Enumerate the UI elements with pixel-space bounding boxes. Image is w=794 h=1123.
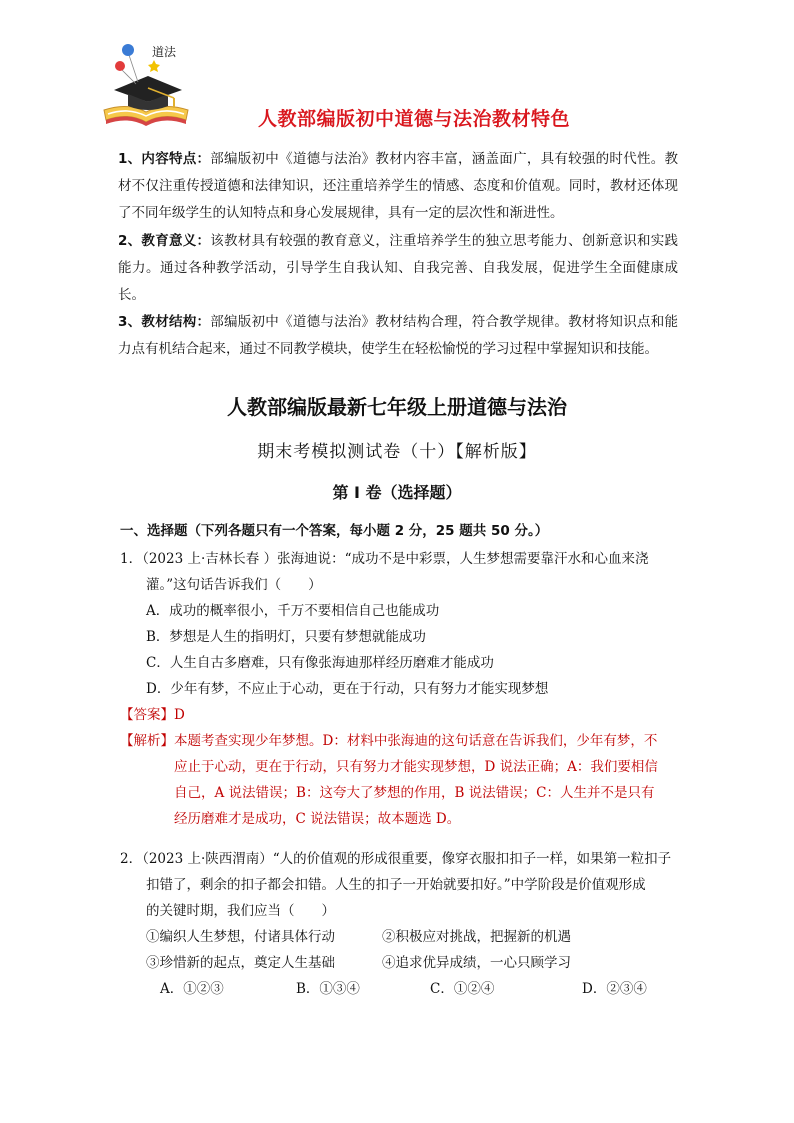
feature-label: 2、教育意义： xyxy=(118,232,211,249)
features-list xyxy=(118,146,678,364)
section-heading: 一、选择题（下列各题只有一个答案，每小题 2 分，25 题共 50 分。） xyxy=(120,523,549,539)
question-1 xyxy=(120,546,680,832)
option-b: B．梦想是人生的指明灯，只要有梦想就能成功 xyxy=(146,629,426,645)
option-a: A．成功的概率很小，千万不要相信自己也能成功 xyxy=(146,603,440,619)
question-stem: 1．（2023 上·吉林长春 ）张海迪说：“成功不是中彩票，人生梦想需要靠汗水和心血来浇 xyxy=(120,551,649,567)
option-d: D．少年有梦，不应止于心动，更在于行动，只有努力才能实现梦想 xyxy=(146,681,549,697)
banner-title: 人教部编版初中道德与法治教材特色 xyxy=(257,108,570,130)
question-2 xyxy=(120,846,680,1002)
question-stem: 2．（2023 上·陕西渭南）“人的价值观的形成很重要，像穿衣服扣扣子一样，如果第一粒扣子 xyxy=(120,851,672,867)
analysis-line: 应止于心动，更在于行动，只有努力才能实现梦想，D 说法正确；A：我们要相信 xyxy=(174,759,658,775)
analysis-label: 【解析】 xyxy=(120,733,174,749)
analysis-line: 本题考查实现少年梦想。D：材料中张海迪的这句话意在告诉我们，少年有梦，不 xyxy=(174,733,658,749)
question-stem: 的关键时期，我们应当（ ） xyxy=(146,903,335,919)
sub-title: 期末考模拟测试卷（十）【解析版】 xyxy=(257,442,537,462)
question-stem: 扣错了，剩余的扣子都会扣错。人生的扣子一开始就要扣好。”中学阶段是价值观形成 xyxy=(146,877,646,893)
main-title: 人教部编版最新七年级上册道德与法治 xyxy=(227,395,567,419)
statement-1: ①编织人生梦想，付诸具体行动 xyxy=(146,929,335,945)
statement-2: ②积极应对挑战，把握新的机遇 xyxy=(382,929,571,945)
option-d: D．②③④ xyxy=(582,981,647,997)
statement-grid xyxy=(120,924,680,976)
feature-text: 该教材具有较强的教育意义，注重培养学生的独立思考能力、创新意识和实践能力。通过各种教学活动，引导学生自我认知、自我完善、自我发展，促进学生全面健康成长。 xyxy=(118,232,678,304)
feature-label: 3、教材结构： xyxy=(118,314,211,331)
logo-label: 道法 xyxy=(152,45,177,59)
statement-4: ④追求优异成绩，一心只顾学习 xyxy=(382,955,571,971)
part-title: 第 I 卷（选择题） xyxy=(332,483,462,502)
option-b: B．①③④ xyxy=(296,981,360,997)
statement-3: ③珍惜新的起点，奠定人生基础 xyxy=(146,955,335,971)
analysis-body xyxy=(174,728,680,832)
feature-text: 部编版初中《道德与法治》教材结构合理，符合教学规律。教材将知识点和能力点有机结合起来，通过不同教学模块，使学生在轻松愉悦的学习过程中掌握知识和技能。 xyxy=(118,314,678,358)
option-c: C．人生自古多磨难，只有像张海迪那样经历磨难才能成功 xyxy=(146,655,494,671)
option-c: C．①②④ xyxy=(430,981,495,997)
feature-item xyxy=(118,146,678,228)
feature-label: 1、内容特点： xyxy=(118,151,211,167)
answer-row xyxy=(120,702,680,728)
option-a: A．①②③ xyxy=(160,981,224,997)
analysis-line: 自己，A 说法错误；B：这夸大了梦想的作用，B 说法错误；C：人生并不是只有 xyxy=(174,785,655,801)
answer-value: D xyxy=(174,707,185,723)
feature-item xyxy=(118,228,678,310)
analysis-line: 经历磨难才是成功，C 说法错误；故本题选 D。 xyxy=(174,811,461,827)
question-stem: 灌。”这句话告诉我们（ ） xyxy=(146,577,322,593)
feature-item xyxy=(118,309,678,363)
feature-text: 部编版初中《道德与法治》教材内容丰富，涵盖面广，具有较强的时代性。教材不仅注重传授道德和法律知识，还注重培养学生的情感、态度和价值观。同时，教材还体现了不同年级学生的认知特点和身心发展规律，具有一定的层次性和渐进性。 xyxy=(118,151,678,222)
answer-label: 【答案】 xyxy=(120,707,174,723)
analysis-block xyxy=(120,728,680,832)
option-row xyxy=(120,976,680,1002)
